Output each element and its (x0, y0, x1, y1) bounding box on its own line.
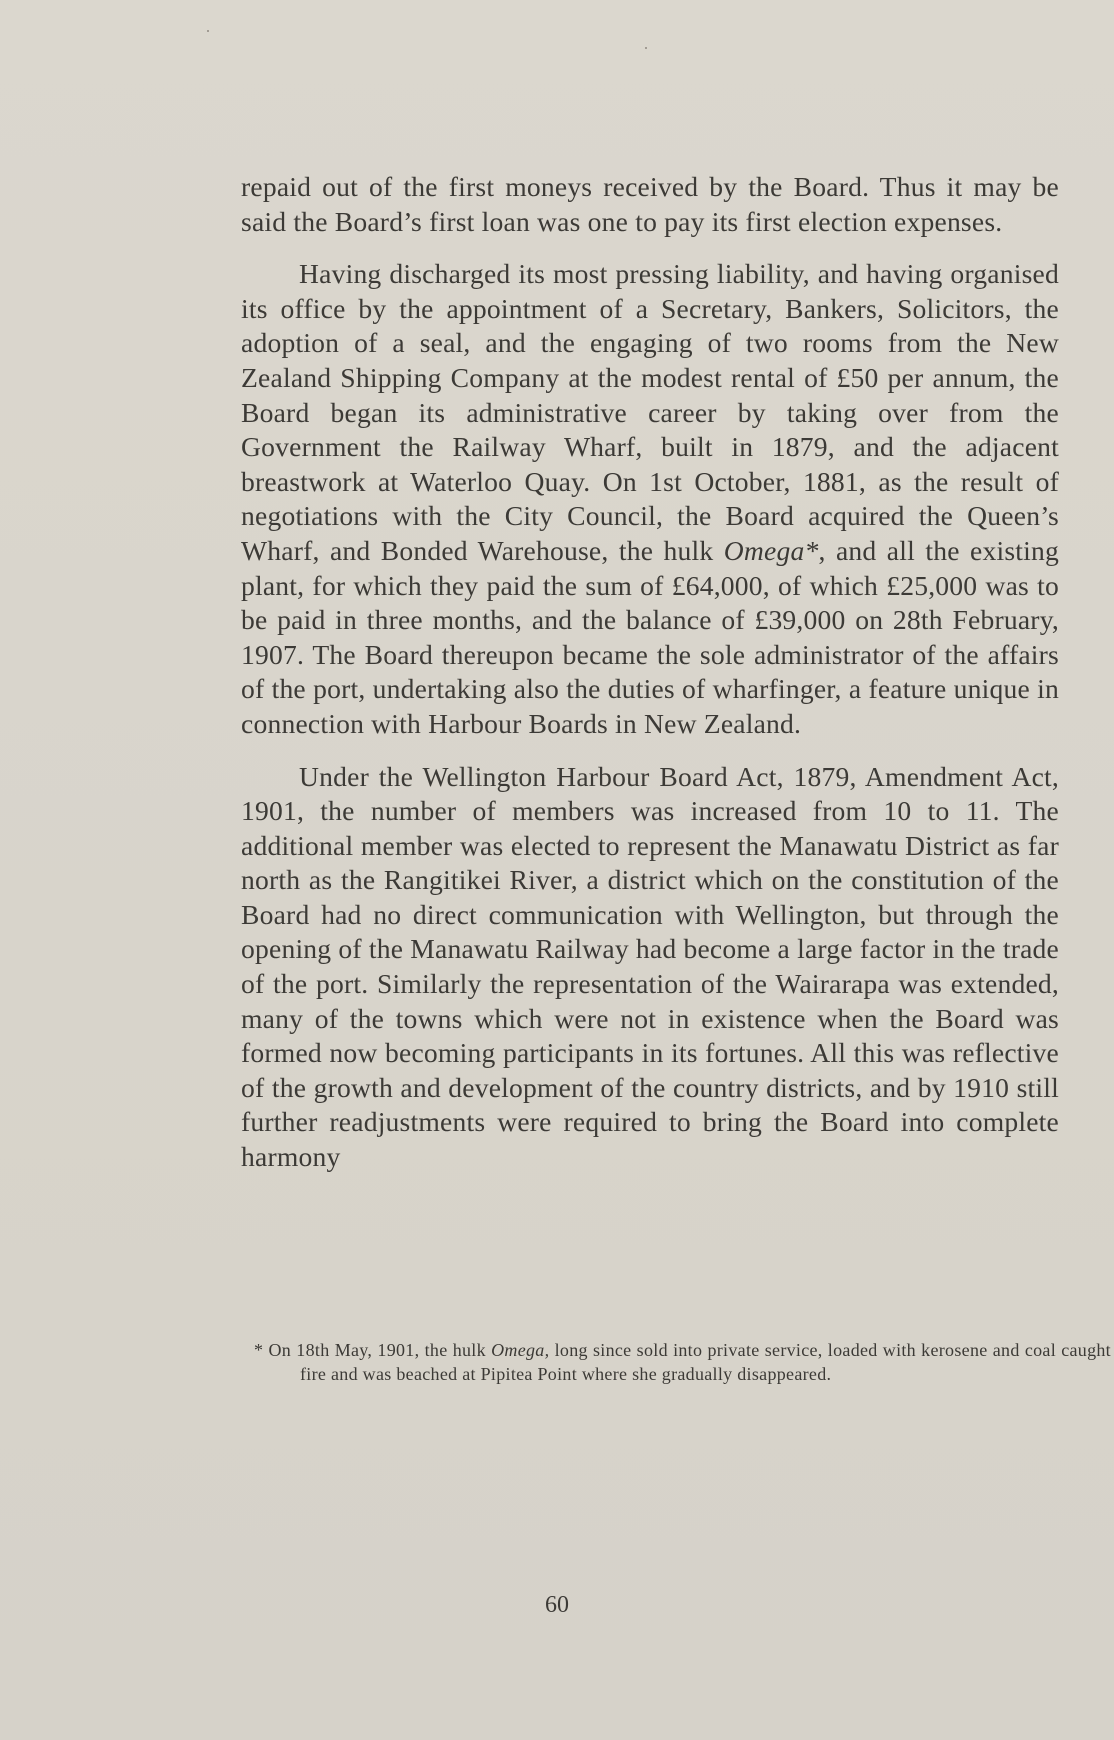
main-text (241, 170, 1059, 1175)
paper-speck (207, 30, 209, 32)
paragraph-2 (241, 257, 1059, 741)
paragraph-3 (241, 760, 1059, 1175)
paragraph-2-text-start: Having discharged its most pressing liability, and having organised its office by the appointment of a Secretary, Bankers, Solicitors, the adoption of a seal, and the engaging of two rooms from the New Zealand Shipping Company at the modest rental of £50 per annum, the Board began its administrative career by taking over from the Government the Railway Wharf, built in 1879, and the adjacent breastwork at Waterloo Quay. On 1st October, 1881, as the result of negotiations with the City Council, the Board acquired the Queen’s Wharf, and Bonded Warehouse, the hulk (241, 258, 1059, 566)
footnote-text-start: * On 18th May, 1901, the hulk (254, 1340, 492, 1360)
paragraph-1 (241, 170, 1059, 239)
paragraph-1-text: repaid out of the first moneys received by the Board. Thus it may be said the Board’s first loan was one to pay its first election expenses. (241, 171, 1059, 237)
ship-name-omega: Omega* (723, 534, 819, 566)
page-number: 60 (545, 1592, 569, 1618)
footnote (254, 1338, 1111, 1386)
footnote-text-end: long since sold into private service, loaded with kerosene and coal caught fire and was beached at Pipitea Point where she gradually disappeared. (300, 1340, 1111, 1384)
paper-speck (645, 47, 647, 49)
paragraph-2-text-end: , and all the existing plant, for which they paid the sum of £64,000, of which £25,000 was to be paid in three months, and the balance of £39,000 on 28th February, 1907. The Board thereupon became the sole administrator of the affairs of the port, undertaking also the duties of wharfinger, a feature unique in connection with Harbour Boards in New Zealand. (241, 534, 1059, 739)
footnote-ship-name: Omega, (491, 1340, 550, 1360)
paragraph-3-text: Under the Wellington Harbour Board Act, 1879, Amendment Act, 1901, the number of members was increased from 10 to 11. The additional member was elected to represent the Manawatu District as far north as the Rangitikei River, a district which on the constitution of the Board had no direct communication with Wellington, but through the opening of the Manawatu Railway had become a large factor in the trade of the port. Similarly the representation of the Wairarapa was extended, many of the towns which were not in existence when the Board was formed now becoming participants in its fortunes. All this was reflective of the growth and development of the country districts, and by 1910 still further readjustments were required to bring the Board into complete harmony (241, 760, 1059, 1173)
